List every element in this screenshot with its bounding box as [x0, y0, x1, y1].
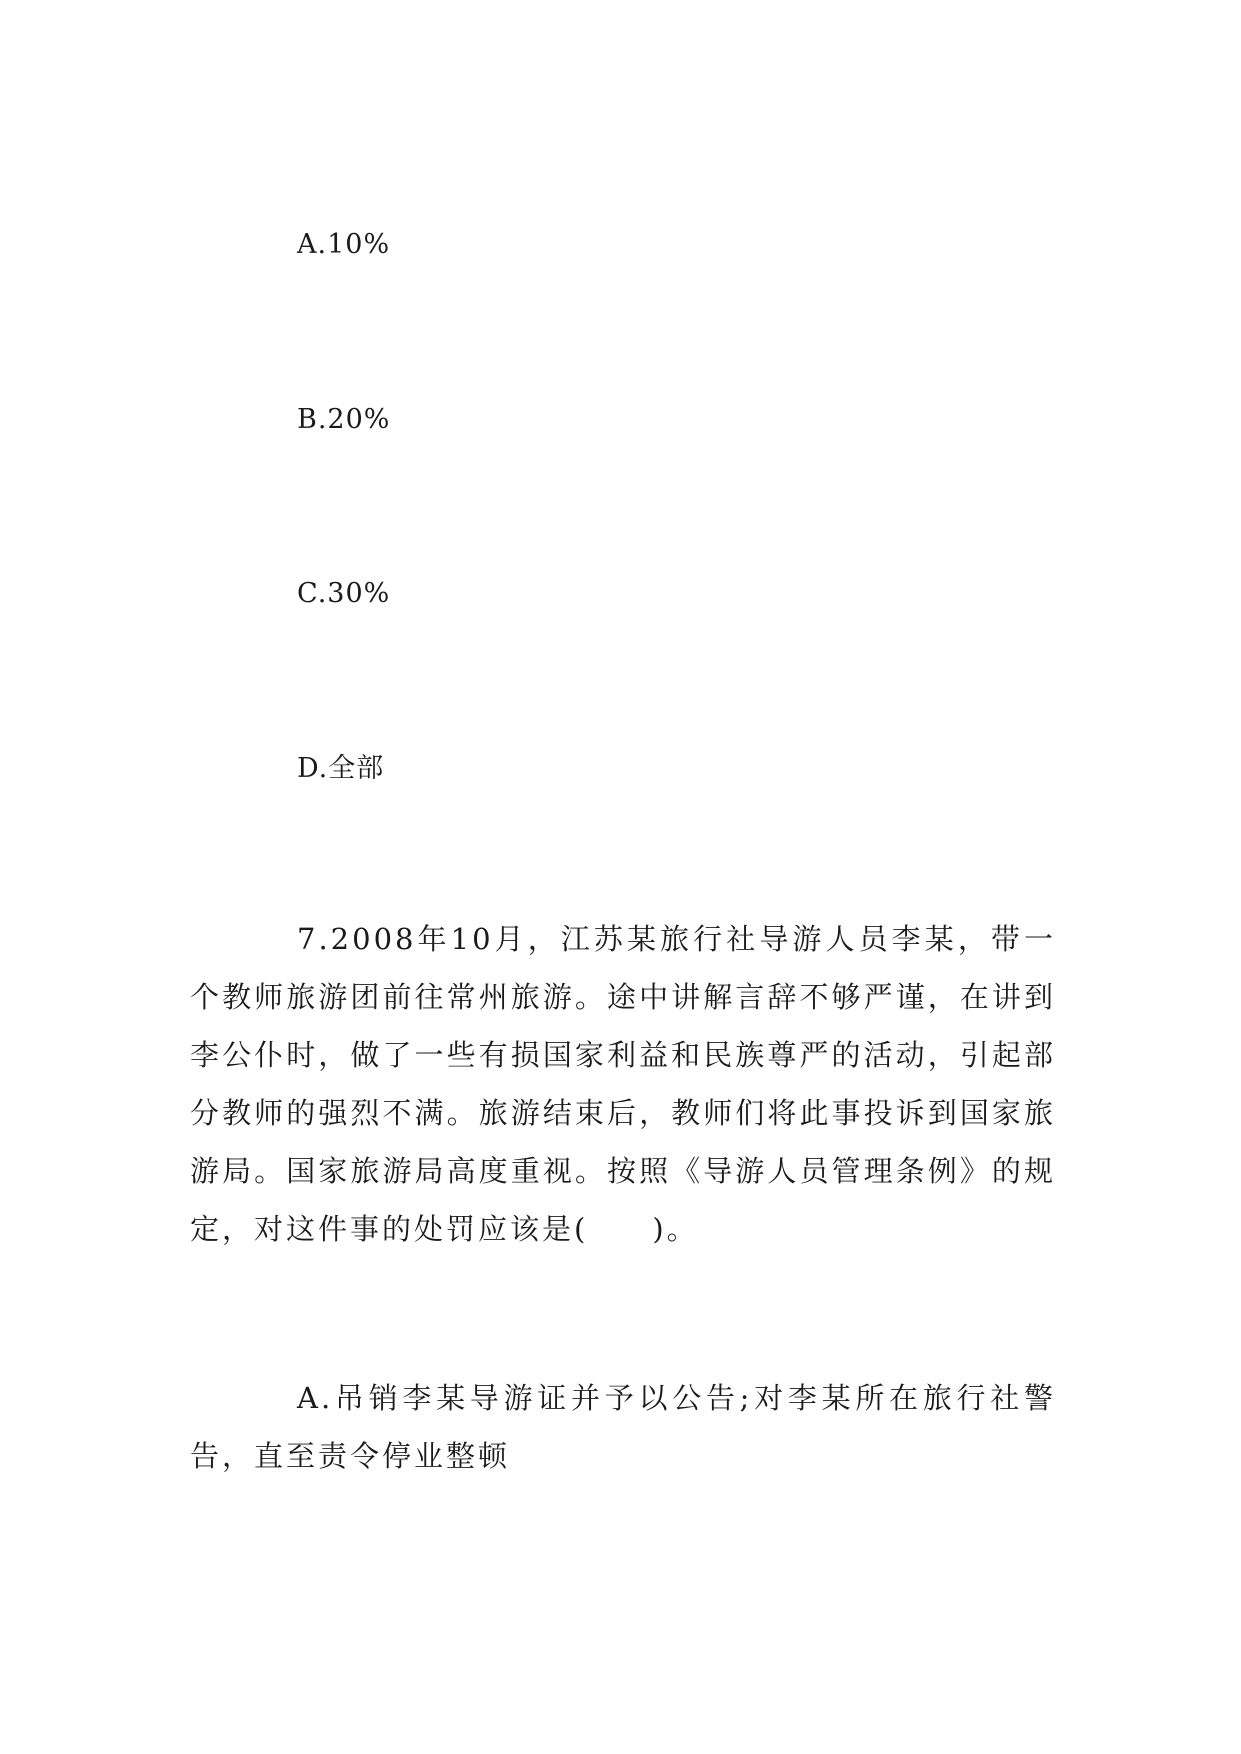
- option-a: A.10%: [297, 229, 391, 260]
- option-d: D.全部: [297, 753, 385, 784]
- option-c: C.30%: [297, 578, 391, 609]
- option-b: B.20%: [297, 404, 391, 435]
- answer-option-a: A.吊销李某导游证并予以公告;对李某所在旅行社警告，直至责令停业整顿: [190, 1381, 1056, 1473]
- question-7-text: 7.2008年10月，江苏某旅行社导游人员李某，带一个教师旅游团前往常州旅游。途中讲解言辞不够严谨，在讲到李公仆时，做了一些有损国家利益和民族尊严的活动，引起部分教师的强烈不满。旅游结束后，教师们将此事投诉到国家旅游局。国家旅游局高度重视。按照《导游人员管理条例》的规定，对这件事的处罚应该是( )。: [190, 922, 1056, 1246]
